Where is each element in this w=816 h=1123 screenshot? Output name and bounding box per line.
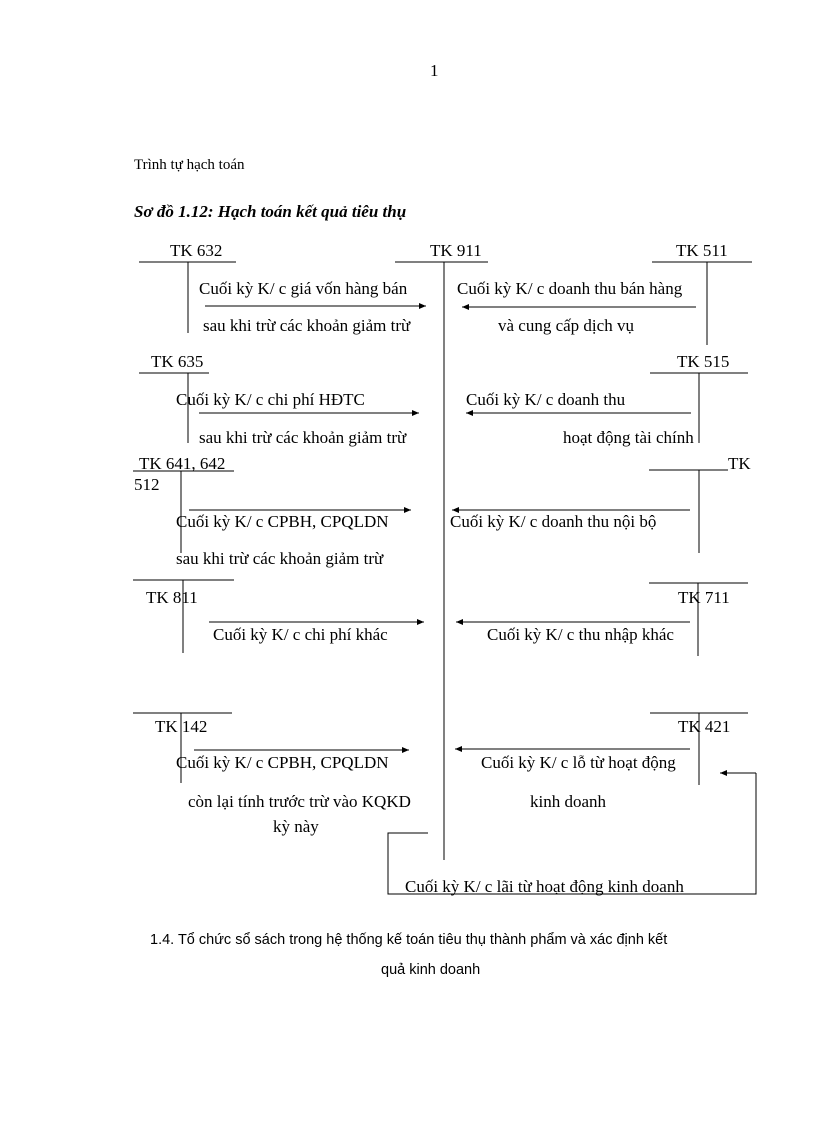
account-tk512-prefix: TK xyxy=(728,454,751,473)
account-tk641-642: TK 641, 642 xyxy=(139,454,226,473)
entry-635-line2: sau khi trừ các khoản giảm trừ xyxy=(199,428,407,447)
entry-142-line2: còn lại tính trước trừ vào KQKD xyxy=(188,792,411,811)
entry-421-line2: kinh doanh xyxy=(530,792,607,811)
entry-142-line1: Cuối kỳ K/ c CPBH, CPQLDN xyxy=(176,753,389,772)
entry-811-line1: Cuối kỳ K/ c chi phí khác xyxy=(213,625,388,644)
account-tk811: TK 811 xyxy=(146,588,198,607)
entry-635-line1: Cuối kỳ K/ c chi phí HĐTC xyxy=(176,390,365,409)
diagram-title: Sơ đồ 1.12: Hạch toán kết quả tiêu thụ xyxy=(134,202,407,221)
entry-421-line1: Cuối kỳ K/ c lỗ từ hoạt động xyxy=(481,753,676,772)
account-tk911: TK 911 xyxy=(430,241,482,260)
entry-511-line1: Cuối kỳ K/ c doanh thu bán hàng xyxy=(457,279,683,298)
entry-511-line2: và cung cấp dịch vụ xyxy=(498,316,634,335)
entry-515-line2: hoạt động tài chính xyxy=(563,428,694,447)
entry-641-line1: Cuối kỳ K/ c CPBH, CPQLDN xyxy=(176,512,389,531)
account-tk635: TK 635 xyxy=(151,352,204,371)
section-heading-line1: 1.4. Tổ chức sổ sách trong hệ thống kế toán tiêu thụ thành phẩm và xác định kết xyxy=(150,932,668,948)
entry-512-line1: Cuối kỳ K/ c doanh thu nội bộ xyxy=(450,512,657,531)
account-tk142: TK 142 xyxy=(155,717,208,736)
entry-profit-transfer: Cuối kỳ K/ c lãi từ hoạt động kinh doanh xyxy=(405,877,684,896)
entry-142-line3: kỳ này xyxy=(273,817,319,836)
intro-text: Trình tự hạch toán xyxy=(134,157,245,173)
entry-632-line1: Cuối kỳ K/ c giá vốn hàng bán xyxy=(199,279,408,298)
page-number: 1 xyxy=(430,61,439,80)
section-heading-line2: quả kinh doanh xyxy=(381,962,481,978)
account-tk511: TK 511 xyxy=(676,241,728,260)
account-tk421: TK 421 xyxy=(678,717,731,736)
entry-515-line1: Cuối kỳ K/ c doanh thu xyxy=(466,390,626,409)
entry-711-line1: Cuối kỳ K/ c thu nhập khác xyxy=(487,625,674,644)
entry-641-line2: sau khi trừ các khoản giảm trừ xyxy=(176,549,384,568)
account-tk632: TK 632 xyxy=(170,241,223,260)
account-tk515: TK 515 xyxy=(677,352,730,371)
entry-632-line2: sau khi trừ các khoản giảm trừ xyxy=(203,316,411,335)
account-tk512-number: 512 xyxy=(134,475,160,494)
account-tk711: TK 711 xyxy=(678,588,730,607)
